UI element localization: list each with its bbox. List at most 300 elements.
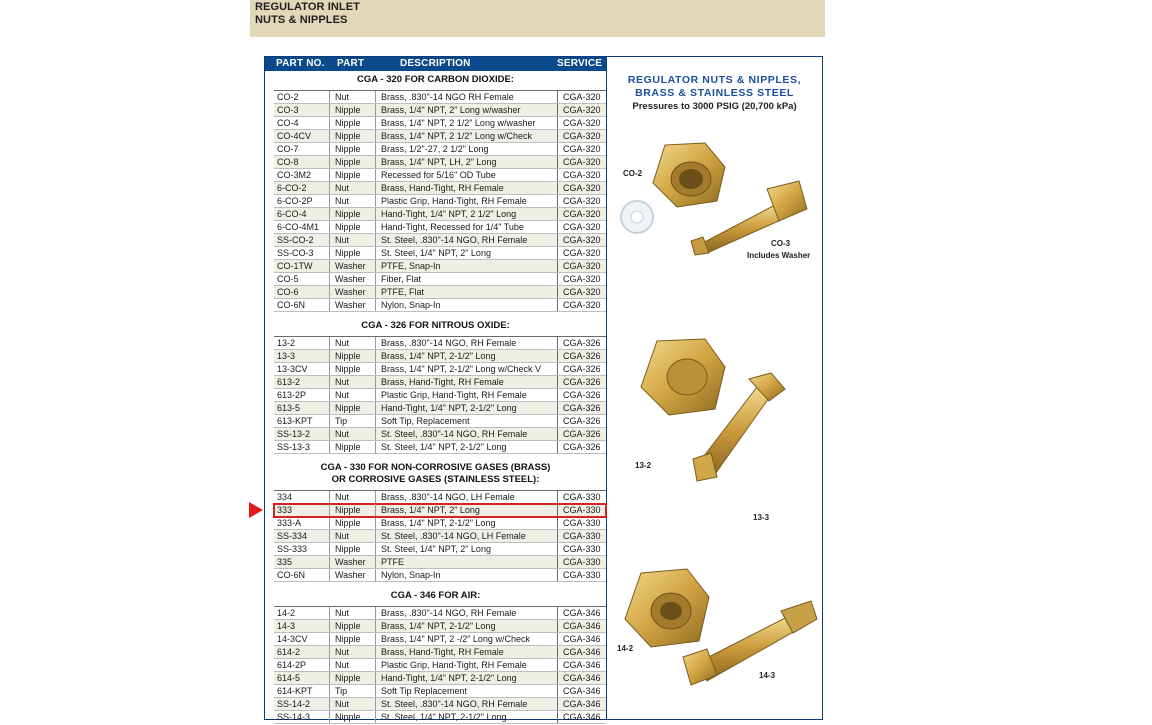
cell-description: Nylon, Snap-In xyxy=(381,300,441,310)
cell-service: CGA-346 xyxy=(557,633,601,645)
column-divider xyxy=(375,208,376,220)
table-row xyxy=(274,646,606,659)
cell-part-no: 6-CO-2P xyxy=(277,196,313,206)
column-divider xyxy=(329,402,330,414)
column-divider xyxy=(375,543,376,555)
column-divider xyxy=(375,620,376,632)
cell-part-no: CO-5 xyxy=(277,274,299,284)
catalog-panel xyxy=(264,56,823,720)
table-row xyxy=(274,221,606,234)
col-part: PART xyxy=(337,58,365,69)
column-divider xyxy=(375,698,376,710)
cell-service: CGA-320 xyxy=(557,91,601,103)
column-divider xyxy=(329,556,330,568)
column-divider xyxy=(375,389,376,401)
table-row xyxy=(274,556,606,569)
column-divider xyxy=(375,221,376,233)
cell-part-no: SS-CO-3 xyxy=(277,248,314,258)
table-row xyxy=(274,620,606,633)
cell-description: Brass, 1/4" NPT, 2-1/2" Long xyxy=(381,621,496,631)
group-rows xyxy=(274,90,606,312)
cell-part: Nut xyxy=(335,196,350,206)
cell-part-no: 6-CO-4M1 xyxy=(277,222,320,232)
cell-description: Brass, 1/2"-27, 2 1/2" Long xyxy=(381,144,489,154)
cell-part: Nut xyxy=(335,235,350,245)
column-divider xyxy=(329,130,330,142)
sidebar-subtitle: Pressures to 3000 PSIG (20,700 kPa) xyxy=(632,101,797,112)
cell-service: CGA-320 xyxy=(557,273,601,285)
cell-description: PTFE, Flat xyxy=(381,287,425,297)
cell-part-no: SS-14-2 xyxy=(277,699,311,709)
cell-description: Brass, 1/4" NPT, LH, 2" Long xyxy=(381,157,497,167)
cell-part: Washer xyxy=(335,300,366,310)
washer-image xyxy=(619,199,655,235)
cell-part: Nipple xyxy=(335,634,361,644)
table-row xyxy=(274,698,606,711)
column-divider xyxy=(375,143,376,155)
cell-description: Brass, Hand-Tight, RH Female xyxy=(381,377,504,387)
column-divider xyxy=(375,517,376,529)
cell-description: Soft Tip Replacement xyxy=(381,686,468,696)
cell-part-no: 13-3 xyxy=(277,351,296,361)
cell-part: Nut xyxy=(335,699,350,709)
cell-part: Nipple xyxy=(335,248,361,258)
cell-part-no: 14-3CV xyxy=(277,634,308,644)
table-row xyxy=(274,130,606,143)
table-row xyxy=(274,208,606,221)
column-divider xyxy=(329,620,330,632)
cell-service: CGA-346 xyxy=(557,659,601,671)
cell-service: CGA-320 xyxy=(557,117,601,129)
cell-description: PTFE, Snap-In xyxy=(381,261,441,271)
cell-service: CGA-326 xyxy=(557,415,601,427)
column-divider xyxy=(375,633,376,645)
cell-part: Nipple xyxy=(335,170,361,180)
column-divider xyxy=(375,247,376,259)
cell-description: Brass, 1/4" NPT, 2-1/2" Long xyxy=(381,518,496,528)
cell-service: CGA-320 xyxy=(557,286,601,298)
cell-service: CGA-330 xyxy=(557,504,601,516)
cell-description: Fiber, Flat xyxy=(381,274,422,284)
table-row xyxy=(274,286,606,299)
cell-service: CGA-320 xyxy=(557,234,601,246)
column-divider xyxy=(329,607,330,619)
column-divider xyxy=(375,569,376,581)
cell-service: CGA-330 xyxy=(557,491,601,503)
cell-part-no: SS-CO-2 xyxy=(277,235,314,245)
cell-description: Recessed for 5/16" OD Tube xyxy=(381,170,496,180)
cell-part-no: CO-6N xyxy=(277,570,306,580)
cell-part-no: 335 xyxy=(277,557,293,567)
cell-part-no: CO-2 xyxy=(277,92,299,102)
cell-service: CGA-326 xyxy=(557,441,601,453)
header-line-1: REGULATOR INLET xyxy=(255,1,360,13)
cell-description: Brass, .830"-14 NGO, RH Female xyxy=(381,338,517,348)
cell-description: St. Steel, 1/4" NPT, 2" Long xyxy=(381,248,491,258)
cell-service: CGA-326 xyxy=(557,363,601,375)
column-divider xyxy=(329,672,330,684)
cell-description: Brass, .830"-14 NGO, RH Female xyxy=(381,608,517,618)
column-divider xyxy=(329,415,330,427)
cell-service: CGA-320 xyxy=(557,169,601,181)
cell-part: Washer xyxy=(335,274,366,284)
cell-service: CGA-326 xyxy=(557,350,601,362)
cell-service: CGA-326 xyxy=(557,337,601,349)
cell-service: CGA-330 xyxy=(557,569,601,581)
cell-part-no: SS-333 xyxy=(277,544,308,554)
cell-part-no: SS-13-2 xyxy=(277,429,311,439)
cell-part: Nipple xyxy=(335,673,361,683)
cell-part: Nut xyxy=(335,531,350,541)
column-divider xyxy=(329,195,330,207)
column-divider xyxy=(329,389,330,401)
label-14-2: 14-2 xyxy=(617,644,634,653)
label-13-2: 13-2 xyxy=(635,461,652,470)
column-divider xyxy=(329,543,330,555)
table-row xyxy=(274,143,606,156)
cell-description: Brass, Hand-Tight, RH Female xyxy=(381,647,504,657)
column-divider xyxy=(329,208,330,220)
13-3-nipple-image xyxy=(687,373,787,483)
cell-description: Plastic Grip, Hand-Tight, RH Female xyxy=(381,660,527,670)
cell-description: Soft Tip, Replacement xyxy=(381,416,470,426)
page-header-band xyxy=(250,0,825,37)
sidebar-title-1: REGULATOR NUTS & NIPPLES, xyxy=(627,74,802,86)
cell-service: CGA-320 xyxy=(557,195,601,207)
cell-part: Nut xyxy=(335,377,350,387)
group-rows xyxy=(274,336,606,454)
cell-part: Nipple xyxy=(335,544,361,554)
table-row xyxy=(274,543,606,556)
cell-part-no: 613-KPT xyxy=(277,416,313,426)
column-divider xyxy=(329,363,330,375)
cell-part: Nipple xyxy=(335,518,361,528)
cell-service: CGA-346 xyxy=(557,620,601,632)
cell-service: CGA-320 xyxy=(557,299,601,311)
cell-part-no: 614-KPT xyxy=(277,686,313,696)
table-row xyxy=(274,91,606,104)
column-divider xyxy=(329,530,330,542)
cell-part: Tip xyxy=(335,416,348,426)
table-row xyxy=(274,659,606,672)
group-rows xyxy=(274,606,606,724)
cell-service: CGA-330 xyxy=(557,543,601,555)
header-line-2: NUTS & NIPPLES xyxy=(255,14,348,26)
table-row xyxy=(274,299,606,312)
column-divider xyxy=(375,337,376,349)
column-divider xyxy=(375,195,376,207)
cell-part: Nut xyxy=(335,660,350,670)
column-divider xyxy=(375,672,376,684)
column-divider xyxy=(375,659,376,671)
cell-part-no: 333 xyxy=(277,505,293,515)
cell-service: CGA-346 xyxy=(557,711,601,723)
table-row xyxy=(274,182,606,195)
cell-service: CGA-346 xyxy=(557,646,601,658)
cell-description: St. Steel, .830"-14 NGO, RH Female xyxy=(381,235,528,245)
column-divider xyxy=(375,685,376,697)
group-title xyxy=(265,74,606,86)
table-row xyxy=(274,104,606,117)
column-divider xyxy=(375,273,376,285)
cell-description: Brass, 1/4" NPT, 2-1/2" Long xyxy=(381,351,496,361)
cell-part: Nipple xyxy=(335,222,361,232)
table-row xyxy=(274,672,606,685)
sidebar-title-2: BRASS & STAINLESS STEEL xyxy=(635,87,794,99)
cell-part: Washer xyxy=(335,557,366,567)
cell-part: Nut xyxy=(335,390,350,400)
cell-part: Nipple xyxy=(335,105,361,115)
column-divider xyxy=(375,363,376,375)
group-title-line: CGA - 346 FOR AIR: xyxy=(390,590,481,601)
cell-part: Nipple xyxy=(335,209,361,219)
table-row xyxy=(274,491,606,504)
cell-part: Nut xyxy=(335,183,350,193)
group-title-line: OR CORROSIVE GASES (STAINLESS STEEL): xyxy=(331,474,540,485)
column-divider xyxy=(329,698,330,710)
cell-part: Nipple xyxy=(335,351,361,361)
cell-part-no: 14-2 xyxy=(277,608,296,618)
table-row xyxy=(274,569,606,582)
cell-part-no: CO-1TW xyxy=(277,261,313,271)
highlight-arrow-icon xyxy=(249,502,263,518)
column-divider xyxy=(375,530,376,542)
column-divider xyxy=(329,376,330,388)
group-title xyxy=(265,462,606,486)
cell-service: CGA-346 xyxy=(557,672,601,684)
column-divider xyxy=(329,273,330,285)
column-divider xyxy=(375,286,376,298)
group-rows xyxy=(274,490,606,582)
cell-part-no: 13-3CV xyxy=(277,364,308,374)
col-part-no: PART NO. xyxy=(276,58,325,69)
cell-part: Nipple xyxy=(335,157,361,167)
cell-description: Brass, .830"-14 NGO RH Female xyxy=(381,92,514,102)
column-divider xyxy=(329,337,330,349)
cell-part-no: CO-3 xyxy=(277,105,299,115)
column-divider xyxy=(329,247,330,259)
cell-part: Nut xyxy=(335,608,350,618)
table-header xyxy=(265,57,606,71)
cell-part-no: 334 xyxy=(277,492,293,502)
column-divider xyxy=(329,711,330,723)
table-row xyxy=(274,337,606,350)
column-divider xyxy=(375,156,376,168)
cell-description: Brass, 1/4" NPT, 2 1/2" Long w/washer xyxy=(381,118,536,128)
column-divider xyxy=(329,234,330,246)
cell-part-no: 333-A xyxy=(277,518,302,528)
column-divider xyxy=(375,104,376,116)
column-divider xyxy=(329,504,330,516)
cell-service: CGA-320 xyxy=(557,260,601,272)
table-row xyxy=(274,247,606,260)
table-row xyxy=(274,402,606,415)
cell-service: CGA-320 xyxy=(557,221,601,233)
table-row xyxy=(274,607,606,620)
cell-description: Brass, 1/4" NPT, 2" Long xyxy=(381,505,480,515)
cell-service: CGA-326 xyxy=(557,376,601,388)
column-divider xyxy=(329,286,330,298)
cell-part: Washer xyxy=(335,287,366,297)
cell-description: Hand-Tight, 1/4" NPT, 2-1/2" Long xyxy=(381,403,517,413)
cell-part-no: CO-7 xyxy=(277,144,299,154)
table-row xyxy=(274,685,606,698)
cell-description: Brass, 1/4" NPT, 2 1/2" Long w/Check xyxy=(381,131,532,141)
column-divider xyxy=(329,91,330,103)
cell-description: St. Steel, 1/4" NPT, 2-1/2" Long xyxy=(381,712,507,722)
column-divider xyxy=(375,299,376,311)
table-row xyxy=(274,260,606,273)
cell-part-no: 614-2P xyxy=(277,660,307,670)
table-row xyxy=(274,273,606,286)
table-row xyxy=(274,195,606,208)
cell-part-no: 613-2P xyxy=(277,390,307,400)
column-divider xyxy=(375,169,376,181)
cell-part: Nipple xyxy=(335,131,361,141)
column-divider xyxy=(375,428,376,440)
column-divider xyxy=(375,607,376,619)
column-divider xyxy=(329,260,330,272)
cell-service: CGA-320 xyxy=(557,130,601,142)
table-row xyxy=(274,363,606,376)
cell-part-no: 613-5 xyxy=(277,403,301,413)
table-row xyxy=(274,234,606,247)
cell-service: CGA-330 xyxy=(557,530,601,542)
table-row xyxy=(274,517,606,530)
column-divider xyxy=(329,633,330,645)
cell-service: CGA-326 xyxy=(557,428,601,440)
cell-description: St. Steel, .830"-14 NGO, LH Female xyxy=(381,531,526,541)
column-divider xyxy=(329,491,330,503)
column-divider xyxy=(375,711,376,723)
table-row xyxy=(274,376,606,389)
group-title-line: CGA - 330 FOR NON-CORROSIVE GASES (BRASS) xyxy=(320,462,551,473)
column-divider xyxy=(375,491,376,503)
cell-part: Nipple xyxy=(335,621,361,631)
cell-part-no: 14-3 xyxy=(277,621,296,631)
table-row xyxy=(274,441,606,454)
column-divider xyxy=(375,646,376,658)
cell-part-no: CO-4CV xyxy=(277,131,312,141)
product-sidebar xyxy=(607,71,822,719)
cell-description: Brass, .830"-14 NGO, LH Female xyxy=(381,492,515,502)
cell-description: Brass, Hand-Tight, RH Female xyxy=(381,183,504,193)
cell-description: Hand-Tight, 1/4" NPT, 2 1/2" Long xyxy=(381,209,517,219)
cell-part-no: 614-2 xyxy=(277,647,301,657)
column-divider xyxy=(375,504,376,516)
table-row xyxy=(274,504,606,517)
cell-part: Washer xyxy=(335,261,366,271)
table-row xyxy=(274,117,606,130)
column-divider xyxy=(329,685,330,697)
cell-part: Nipple xyxy=(335,118,361,128)
cell-service: CGA-330 xyxy=(557,517,601,529)
cell-part-no: 614-5 xyxy=(277,673,301,683)
column-divider xyxy=(375,441,376,453)
col-service: SERVICE xyxy=(557,58,603,69)
table-row xyxy=(274,415,606,428)
cell-part-no: CO-4 xyxy=(277,118,299,128)
cell-service: CGA-326 xyxy=(557,402,601,414)
cell-part: Nipple xyxy=(335,364,361,374)
cell-description: Brass, 1/4" NPT, 2 -/2" Long w/Check xyxy=(381,634,530,644)
group-title xyxy=(265,320,606,332)
group-title-line: CGA - 326 FOR NITROUS OXIDE: xyxy=(361,320,510,331)
cell-part: Nut xyxy=(335,92,350,102)
cell-part: Nipple xyxy=(335,442,361,452)
cell-description: PTFE xyxy=(381,557,405,567)
label-co-2: CO-2 xyxy=(623,169,643,178)
column-divider xyxy=(375,182,376,194)
column-divider xyxy=(329,659,330,671)
cell-part-no: CO-6N xyxy=(277,300,306,310)
cell-part-no: 613-2 xyxy=(277,377,301,387)
column-divider xyxy=(329,569,330,581)
cell-part-no: 6-CO-4 xyxy=(277,209,307,219)
cell-description: Plastic Grip, Hand-Tight, RH Female xyxy=(381,196,527,206)
column-divider xyxy=(329,646,330,658)
cell-part-no: CO-3M2 xyxy=(277,170,312,180)
column-divider xyxy=(329,169,330,181)
column-divider xyxy=(329,350,330,362)
label-co-3: CO-3 xyxy=(771,239,791,248)
column-divider xyxy=(375,260,376,272)
cell-description: Hand-Tight, 1/4" NPT, 2-1/2" Long xyxy=(381,673,517,683)
column-divider xyxy=(329,428,330,440)
cell-description: Nylon, Snap-In xyxy=(381,570,441,580)
col-description: DESCRIPTION xyxy=(400,58,471,69)
cell-part-no: CO-6 xyxy=(277,287,299,297)
table-row xyxy=(274,428,606,441)
column-divider xyxy=(375,234,376,246)
table-row xyxy=(274,389,606,402)
cell-part: Nut xyxy=(335,647,350,657)
cell-part-no: SS-13-3 xyxy=(277,442,311,452)
label-14-3: 14-3 xyxy=(759,671,776,680)
cell-service: CGA-346 xyxy=(557,685,601,697)
cell-part: Nut xyxy=(335,338,350,348)
cell-service: CGA-320 xyxy=(557,208,601,220)
cell-description: St. Steel, 1/4" NPT, 2-1/2" Long xyxy=(381,442,507,452)
cell-service: CGA-320 xyxy=(557,104,601,116)
parts-table xyxy=(265,71,606,724)
column-divider xyxy=(329,299,330,311)
column-divider xyxy=(375,117,376,129)
cell-part-no: CO-8 xyxy=(277,157,299,167)
cell-part: Nipple xyxy=(335,712,361,722)
table-row xyxy=(274,633,606,646)
cell-service: CGA-320 xyxy=(557,143,601,155)
cell-description: Brass, 1/4" NPT, 2-1/2" Long w/Check V xyxy=(381,364,541,374)
column-divider xyxy=(375,91,376,103)
cell-service: CGA-320 xyxy=(557,247,601,259)
cell-service: CGA-346 xyxy=(557,698,601,710)
label-co-3-note: Includes Washer xyxy=(747,251,811,260)
column-divider xyxy=(329,182,330,194)
14-3-nipple-image xyxy=(677,601,817,701)
column-divider xyxy=(329,143,330,155)
table-row xyxy=(274,530,606,543)
cell-description: Plastic Grip, Hand-Tight, RH Female xyxy=(381,390,527,400)
cell-part: Nut xyxy=(335,492,350,502)
cell-part-no: SS-334 xyxy=(277,531,308,541)
group-title xyxy=(265,590,606,602)
table-row xyxy=(274,169,606,182)
cell-part: Nut xyxy=(335,429,350,439)
cell-part: Nipple xyxy=(335,505,361,515)
column-divider xyxy=(329,517,330,529)
cell-part-no: SS-14-3 xyxy=(277,712,311,722)
